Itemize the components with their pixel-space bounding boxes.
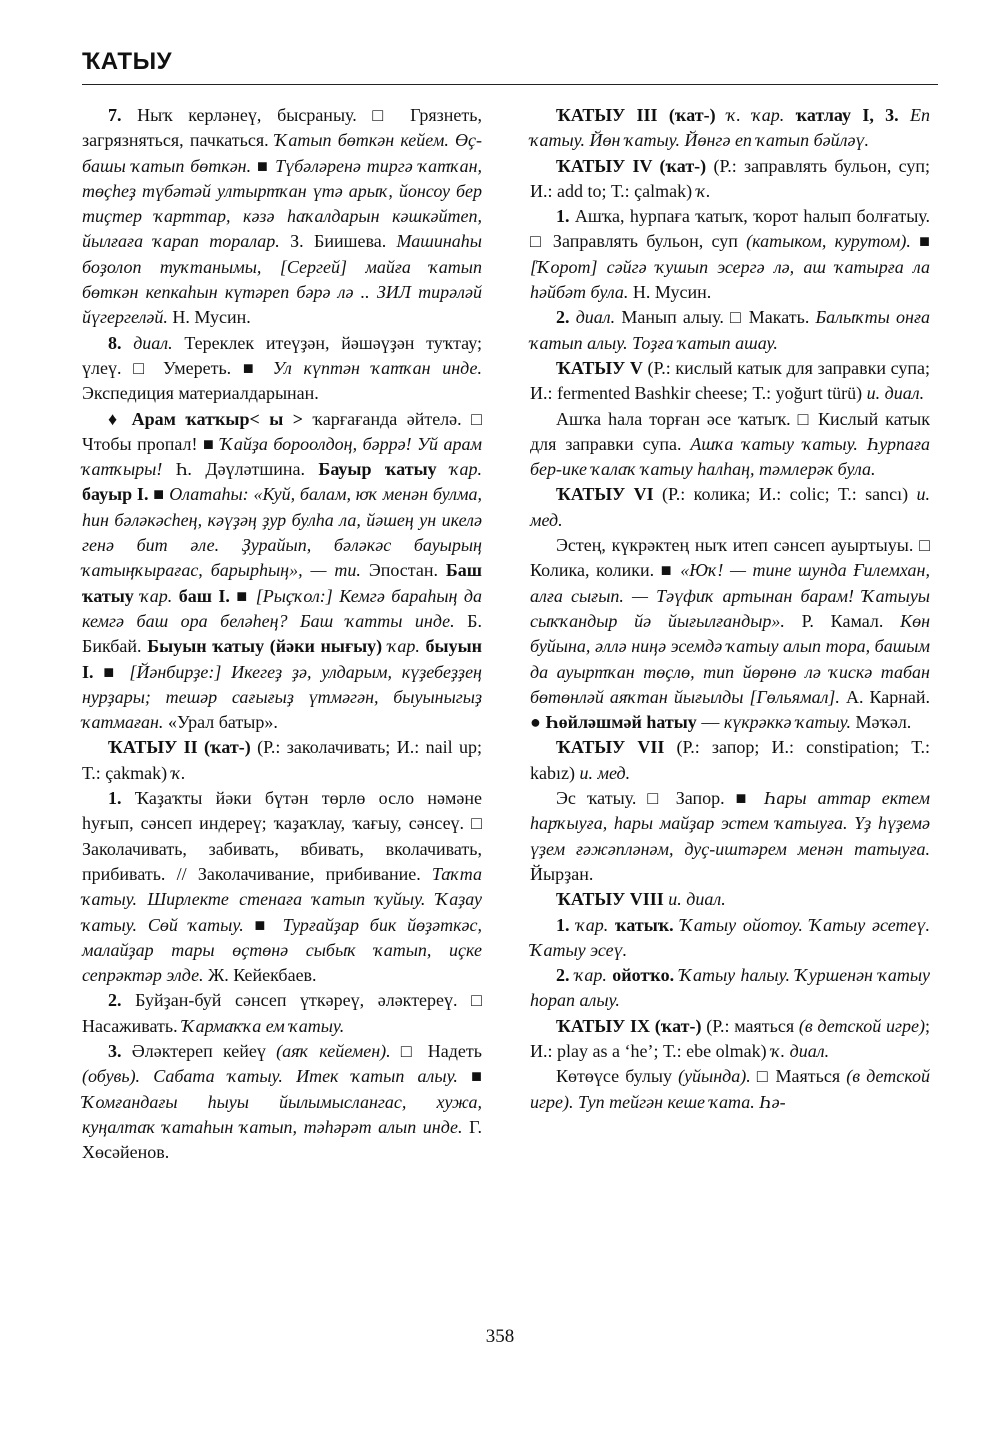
italic-segment: и. мед.: [530, 484, 930, 530]
italic-segment: Түбәләренә тиргә ҡатҡан, төҫһеҙ түбәтәй ултыртҡан үтә арыҡ, йонсоу бер тиҫтер ҡарттар, кәзә һаҡалдарын кәшкәйтеп, йылғаға ҡарап торалар.: [82, 155, 482, 252]
text-segment: (Р.: маяться: [701, 1015, 799, 1036]
italic-segment: (аяҡ кейемен).: [276, 1040, 391, 1061]
entry-paragraph: [530, 407, 930, 483]
bold-segment: Баш ҡатыу: [82, 560, 482, 606]
text-segment: ■: [910, 231, 930, 252]
bold-segment: ҡатыҡ.: [615, 914, 674, 935]
italic-segment: ҡар.: [574, 965, 607, 986]
text-segment: (Р.: заколачивать; И.: nail up; Т.: çakmak): [82, 737, 482, 783]
text-segment: ♦: [108, 408, 132, 429]
bold-segment: ҠАТЫУ IV (ҡат-): [556, 155, 707, 176]
bold-segment: 2.: [556, 965, 570, 986]
bold-segment: бауыр I.: [82, 484, 149, 505]
text-segment: ■: [243, 914, 283, 935]
bold-segment: ҠАТЫУ VIII: [556, 889, 664, 910]
italic-segment: Ҡайҙа бороолдоң, бәррә! Уй арам ҡатҡыры!: [82, 433, 482, 480]
entry-paragraph: [530, 786, 930, 887]
italic-segment: Ҡатыу һалыу. Ҡуршенән ҡатыу һорап алыу.: [530, 965, 931, 1011]
italic-segment: (в детской игре): [798, 1015, 925, 1036]
entry-paragraph: [530, 482, 930, 533]
text-segment: Тереклек итеүҙән, йәшәүҙән туҡтау; үлеү. □ Умереть. ■: [82, 332, 483, 378]
bold-segment: Һөйләшмәй һатыу: [545, 712, 697, 733]
text-segment: □ Надеть: [390, 1040, 482, 1061]
entry-paragraph: [82, 786, 482, 988]
text-segment: Мәҡәл.: [851, 712, 912, 733]
entry-paragraph: [530, 963, 930, 1014]
running-header: [82, 40, 938, 85]
entry-paragraph: [530, 154, 930, 205]
bold-segment: быуын I.: [82, 636, 483, 682]
italic-segment: ҡ.: [171, 762, 186, 783]
text-segment: [437, 459, 450, 479]
bold-segment: 2.: [108, 990, 122, 1011]
entry-paragraph: [530, 533, 930, 735]
entry-paragraph: [530, 1064, 930, 1115]
text-segment: «Урал батыр».: [163, 712, 278, 733]
bold-segment: баш I.: [178, 585, 230, 606]
text-segment: [899, 105, 910, 125]
text-segment: Н. Мусин.: [167, 307, 251, 328]
bold-segment: 2.: [556, 307, 570, 328]
page-number: 358: [485, 1326, 515, 1347]
italic-segment: Һары аттар ектем һарҡыуға, һары майҙар эстем ҡатыуға. Үҙ һүҙемә үҙем ғәжәпләнәм, дуҫ-иштәрем менән татыуға.: [530, 788, 930, 859]
italic-segment: ҡ. диал.: [771, 1040, 830, 1061]
text-segment: ■: [148, 484, 170, 505]
italic-segment: «Юҡ! — тине шунда Ғилемхан, алға сығып. — Тәүфиҡ артынан барам! Ҡатыуы сыҡҡандыр йә йығылғандыр».: [530, 560, 930, 631]
entry-paragraph: [530, 1014, 930, 1065]
italic-segment: ҡар.: [576, 914, 609, 935]
italic-segment: диал.: [575, 307, 616, 328]
italic-segment: (в детской игре). Туп тейгән кеше ҡата. Һә-: [530, 1066, 930, 1112]
text-segment: (Р.: колика; И.: colic; Т.: sancı): [653, 484, 917, 505]
italic-segment: күкрәккә ҡатыу.: [723, 712, 852, 733]
bold-segment: 8.: [108, 332, 122, 353]
italic-segment: Турғайҙар бик йөҙәткәс, малайҙар тары өҫтөнә сыбыҡ ҡатып, иҫке сепрәктәр элде.: [82, 914, 482, 986]
bold-segment: 1.: [108, 788, 122, 809]
text-segment: Һ. Дәүләтшина.: [162, 459, 319, 480]
italic-segment: Таҡта ҡатыу. Ширлекте стенаға ҡатып ҡуйыу. Ҡаҙау ҡатыу. Сөй ҡатыу.: [82, 863, 482, 935]
italic-segment: [Рыҫҡол:] Кемгә бараһың да кемгә баш ора беләһең? Баш ҡатты инде.: [82, 585, 483, 631]
text-segment: (Р.: кислый катык для заправки супа; И.: fermented Bashkir cheese; Т.: yoğurt türü): [530, 357, 930, 404]
italic-segment: (обувь). Сабата ҡатыу. Итек ҡатып алыу.: [82, 1066, 458, 1087]
italic-segment: Ҡармаҡҡа ем ҡатыу.: [182, 1015, 345, 1036]
italic-segment: [Йәнбирҙе:] Икегеҙ ҙә, улдарым, күҙебеҙҙең нурҙары; тешәр сағығыҙ үтмәгән, быуыныгыҙ ҡатмаған.: [82, 661, 482, 733]
italic-segment: (уйында).: [678, 1066, 751, 1087]
text-segment: А. Карнай. ●: [530, 686, 930, 733]
italic-segment: Ҡатыу ойотоу. Ҡатыу әсетеү. Ҡатыу эсеү.: [530, 914, 931, 960]
bold-segment: Быуын ҡатыу (йәки нығыу): [147, 636, 383, 657]
entry-paragraph: [530, 735, 930, 786]
text-segment: [784, 105, 795, 125]
text-segment: Р. Камал.: [784, 610, 901, 631]
right-column: [530, 103, 930, 1115]
text-segment: Көтөүсе булыу: [556, 1066, 679, 1087]
text-segment: Ашҡа, һурпаға ҡатыҡ, ҡорот һалып болғатыу. □ Заправлять бульон, суп: [530, 206, 930, 252]
italic-segment: диал.: [133, 332, 173, 353]
entry-paragraph: [82, 103, 482, 331]
entry-paragraph: [82, 1039, 482, 1165]
bold-segment: ҠАТЫУ VI: [556, 484, 654, 505]
bold-segment: ҠАТЫУ VII: [556, 737, 665, 758]
text-segment: ■: [93, 661, 130, 682]
text-segment: Н. Мусин.: [628, 282, 712, 303]
bold-segment: 3.: [108, 1040, 122, 1061]
text-segment: Ашҡа һала торған әсе ҡатыҡ. □ Кислый катык для заправки супа.: [530, 408, 930, 454]
text-segment: ■: [229, 585, 256, 606]
italic-segment: и. диал.: [668, 889, 726, 910]
text-segment: Ҡаҙаҡты йәки бүтән төрлө осло нәмәне һуғып, сәнсеп индереү; ҡаҙаҡлау, ҡағыу, сәнсеү. □ Заколачивать, забивать, вбивать, вколачивать, прибивать. // Заколачивание, прибивание.: [82, 788, 482, 884]
entry-paragraph: [530, 913, 930, 964]
text-segment: ■: [457, 1066, 482, 1087]
bold-segment: ҠАТЫУ V: [556, 357, 643, 378]
text-segment: Б. Бикбай.: [82, 610, 482, 657]
entry-paragraph: [82, 988, 482, 1039]
italic-segment: (катыком, курутом).: [746, 231, 911, 252]
italic-segment: ҡар.: [387, 636, 420, 657]
italic-segment: Ашҡа ҡатыу ҡатыу. Һурпаға бер-ике ҡалаҡ ҡатыу һалһаң, тәмлерәк була.: [530, 433, 930, 480]
text-segment: ■: [251, 155, 276, 176]
italic-segment: ҡар.: [450, 459, 483, 480]
text-segment: Ж. Кейекбаев.: [203, 965, 317, 986]
text-segment: Эпостан.: [360, 560, 446, 581]
entry-paragraph: [82, 407, 482, 736]
italic-segment: Балыҡты онға ҡатып алыу. Тоҙға ҡатып ашау.: [530, 307, 931, 353]
bold-segment: ҠАТЫУ III (ҡат-): [556, 105, 716, 125]
bold-segment: Бауыр ҡатыу: [318, 459, 437, 480]
text-segment: [716, 105, 727, 125]
text-segment: Манып алыу. □ Макать.: [615, 307, 816, 328]
italic-segment: Көн буйына, әллә ниңә эсемдә ҡатыу алып тора, башым да ауыртҡан төҫлө, тип йөрөнө лә ҡискә табан бөтөнләй аяҡтан йығылды [Гөльямал].: [530, 610, 930, 707]
italic-segment: Ҡатып бөткән кейем. Өҫ-башы ҡатып бөткән.: [82, 130, 483, 176]
text-segment: □ Маяться: [750, 1066, 847, 1087]
entry-paragraph: [530, 103, 930, 154]
italic-segment: Ул күптән ҡатҡан инде.: [272, 357, 482, 378]
text-segment: (Р.: заправлять бульон, суп; И.: add to; Т.: çalmak): [530, 155, 931, 201]
bold-segment: 1.: [556, 206, 570, 227]
text-segment: ; И.: play as a ‘he’; Т.: ebe olmak): [530, 1015, 930, 1061]
text-segment: —: [696, 712, 724, 733]
left-column: [82, 103, 482, 1165]
italic-segment: ҡар.: [140, 585, 173, 606]
entry-paragraph: [82, 735, 482, 786]
bold-segment: 1.: [556, 914, 570, 935]
text-segment: Эстең, күкрәктең ныҡ итеп сәнсеп ауыртыуы. □ Колика, колики. ■: [530, 535, 930, 581]
entry-paragraph: [530, 305, 930, 356]
italic-segment: Еп ҡатыу. Йөн ҡатыу. Йөнгә еп ҡатып бәйләү.: [530, 105, 931, 151]
italic-segment: ҡ. ҡар.: [726, 105, 785, 125]
italic-segment: Ҡомғандағы һыуы йылымыслангас, хужа, куңалтаҡ ҡатаһын ҡатып, тәһәрәт алып инде.: [82, 1091, 482, 1137]
text-segment: [122, 333, 134, 353]
italic-segment: Машинаһы боҙолоп туҡтанымы, [Сергей] майға ҡатып бөткән кепкаһын күтәреп бәрә лә .. ЗИЛ тирәләй йүгергеләй.: [82, 231, 482, 328]
text-segment: Ныҡ керләнеү, бысраныу. □ Грязнеть, загрязняться, пачкаться.: [82, 105, 482, 151]
italic-segment: ҡ.: [696, 180, 711, 201]
text-segment: Буйҙан-буй сәнсеп үткәреү, әләктереү. □ Насаживать.: [82, 990, 482, 1036]
text-segment: (Р.: запор; И.: constipation; Т.: kabız): [530, 737, 930, 783]
bold-segment: Арам ҡатҡыр< ы >: [131, 408, 303, 429]
running-head-word: ҠАТЫУ: [82, 48, 172, 75]
entry-paragraph: [530, 356, 930, 407]
text-segment: Г. Хөсәйенов.: [82, 1116, 482, 1163]
bold-segment: ҠАТЫУ II (ҡат-): [108, 737, 251, 758]
italic-segment: и. диал.: [866, 383, 925, 404]
text-segment: Әләктереп кейеү: [121, 1040, 277, 1061]
text-segment: ҡарғағанда әйтелә. □ Чтобы пропал! ■: [82, 408, 482, 454]
text-segment: Эс ҡатыу. □ Запор. ■: [556, 788, 764, 809]
bold-segment: ҡатлау I, 3.: [795, 105, 899, 125]
bold-segment: ҠАТЫУ IX (ҡат-): [556, 1015, 702, 1036]
bold-segment: 7.: [108, 105, 122, 125]
entry-paragraph: [530, 887, 930, 912]
bold-segment: ойотҡо.: [612, 965, 675, 986]
text-segment: З. Биишева.: [279, 231, 397, 252]
entry-paragraph: [82, 331, 482, 407]
italic-segment: Олатаһы: «Куй, балам, юҡ менән булма, һин бәләкәсһең, кәүҙәң ҙур булһа ла, йәшең ун икелә генә бит әле. Ҙурайып, бәләкәс бауырың ҡатыңҡырағас, барырһың», — ти.: [82, 484, 483, 581]
text-segment: Йырҙан.: [530, 863, 594, 884]
text-segment: Экспедиция материалдарынан.: [82, 383, 319, 404]
italic-segment: [Ҡорот] сәйгә ҡушып эсергә лә, аш ҡатырға ла һәйбәт була.: [530, 256, 930, 303]
entry-paragraph: [530, 204, 930, 305]
italic-segment: и. мед.: [579, 762, 631, 783]
